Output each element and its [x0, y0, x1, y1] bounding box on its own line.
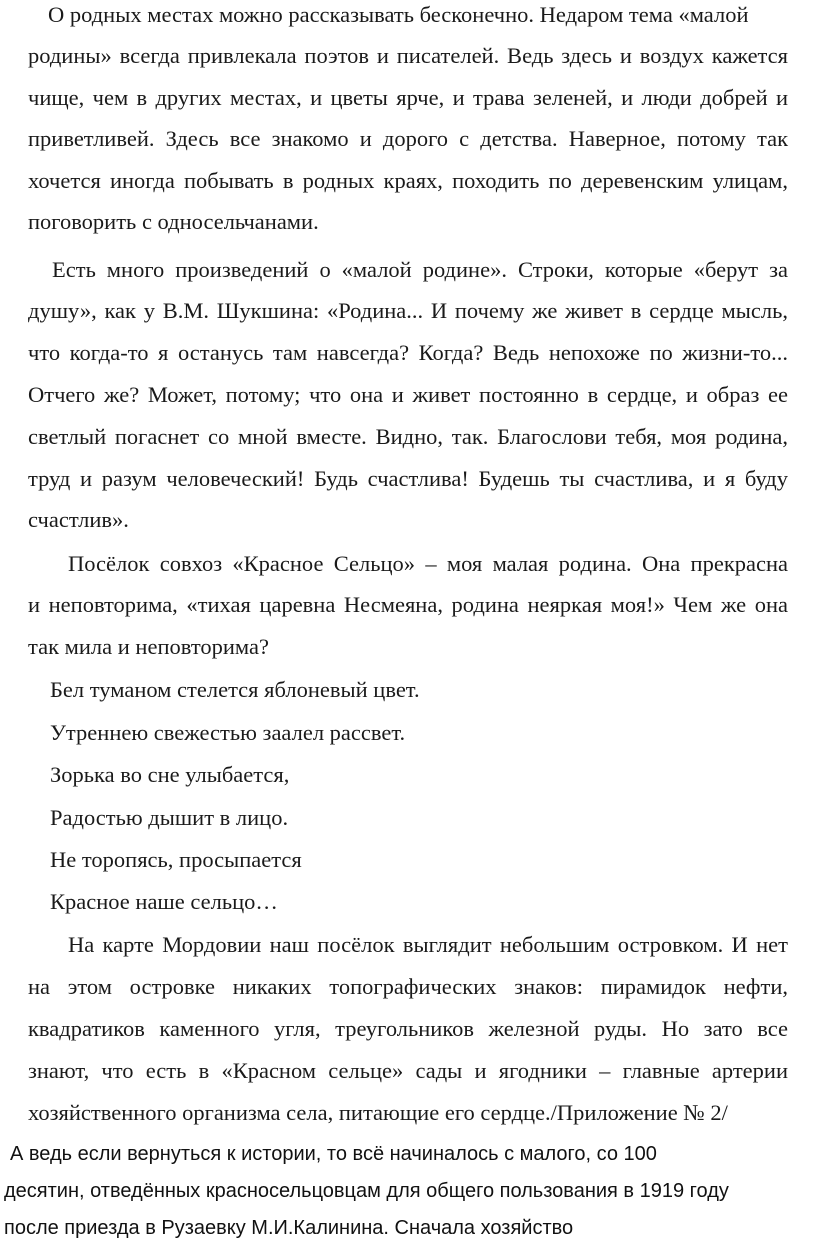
- text-line: На карте Мордовии наш посёлок выглядит небольшим островком. И нет: [68, 932, 788, 957]
- text-line: на этом островке никаких топографических знаков: пирамидок нефти,: [28, 974, 788, 999]
- text-line: О родных местах можно рассказывать бесконечно. Недаром тема «малой: [48, 2, 749, 27]
- text-line: светлый погаснет со мной вместе. Видно, так. Благослови тебя, моя родина,: [28, 424, 788, 449]
- text-line: труд и разум человеческий! Будь счастлива! Будешь ты счастлива, и я буду: [28, 466, 788, 491]
- text-line: так мила и неповторима?: [28, 634, 269, 659]
- text-line: приветливей. Здесь все знакомо и дорого с детства. Наверное, потому так: [28, 126, 788, 151]
- text-line: знают, что есть в «Красном сельце» сады и ягодники – главные артерии: [28, 1058, 788, 1083]
- text-line: счастлив».: [28, 507, 129, 532]
- text-line: хочется иногда побывать в родных краях, походить по деревенским улицам,: [28, 168, 788, 193]
- text-line: А ведь если вернуться к истории, то всё начиналось с малого, со 100: [10, 1143, 657, 1165]
- text-line: Есть много произведений о «малой родине». Строки, которые «берут за: [52, 257, 788, 282]
- poem-line: Не торопясь, просыпается: [50, 847, 302, 872]
- text-line: хозяйственного организма села, питающие его сердце./Приложение № 2/: [28, 1100, 728, 1125]
- poem-line: Утреннею свежестью заалел рассвет.: [50, 720, 406, 745]
- poem-line: Красное наше сельцо…: [50, 889, 278, 914]
- text-line: Посёлок совхоз «Красное Сельцо» – моя малая родина. Она прекрасна: [68, 551, 788, 576]
- poem-line: Радостью дышит в лицо.: [50, 805, 289, 830]
- text-line: что когда-то я останусь там навсегда? Когда? Ведь непохоже по жизни-то...: [28, 340, 788, 365]
- text-line: поговорить с односельчанами.: [28, 209, 319, 234]
- text-line: родины» всегда привлекала поэтов и писателей. Ведь здесь и воздух кажется: [28, 43, 788, 68]
- text-line: чище, чем в других местах, и цветы ярче, и трава зеленей, и люди добрей и: [28, 85, 788, 110]
- poem-line: Бел туманом стелется яблоневый цвет.: [50, 677, 420, 702]
- poem-line: Зорька во сне улыбается,: [50, 762, 290, 787]
- text-line: квадратиков каменного угля, треугольников железной руды. Но зато все: [28, 1016, 788, 1041]
- text-line: десятин, отведённых красносельцовцам для общего пользования в 1919 году: [4, 1180, 729, 1202]
- text-line: после приезда в Рузаевку М.И.Калинина. Сначала хозяйство: [4, 1217, 574, 1239]
- text-line: душу», как у В.М. Шукшина: «Родина... И почему же живет в сердце мысль,: [28, 298, 788, 323]
- text-line: Отчего же? Может, потому; что она и живет постоянно в сердце, и образ ее: [28, 382, 788, 407]
- text-line: и неповторима, «тихая царевна Несмеяна, родина неяркая моя!» Чем же она: [28, 592, 788, 617]
